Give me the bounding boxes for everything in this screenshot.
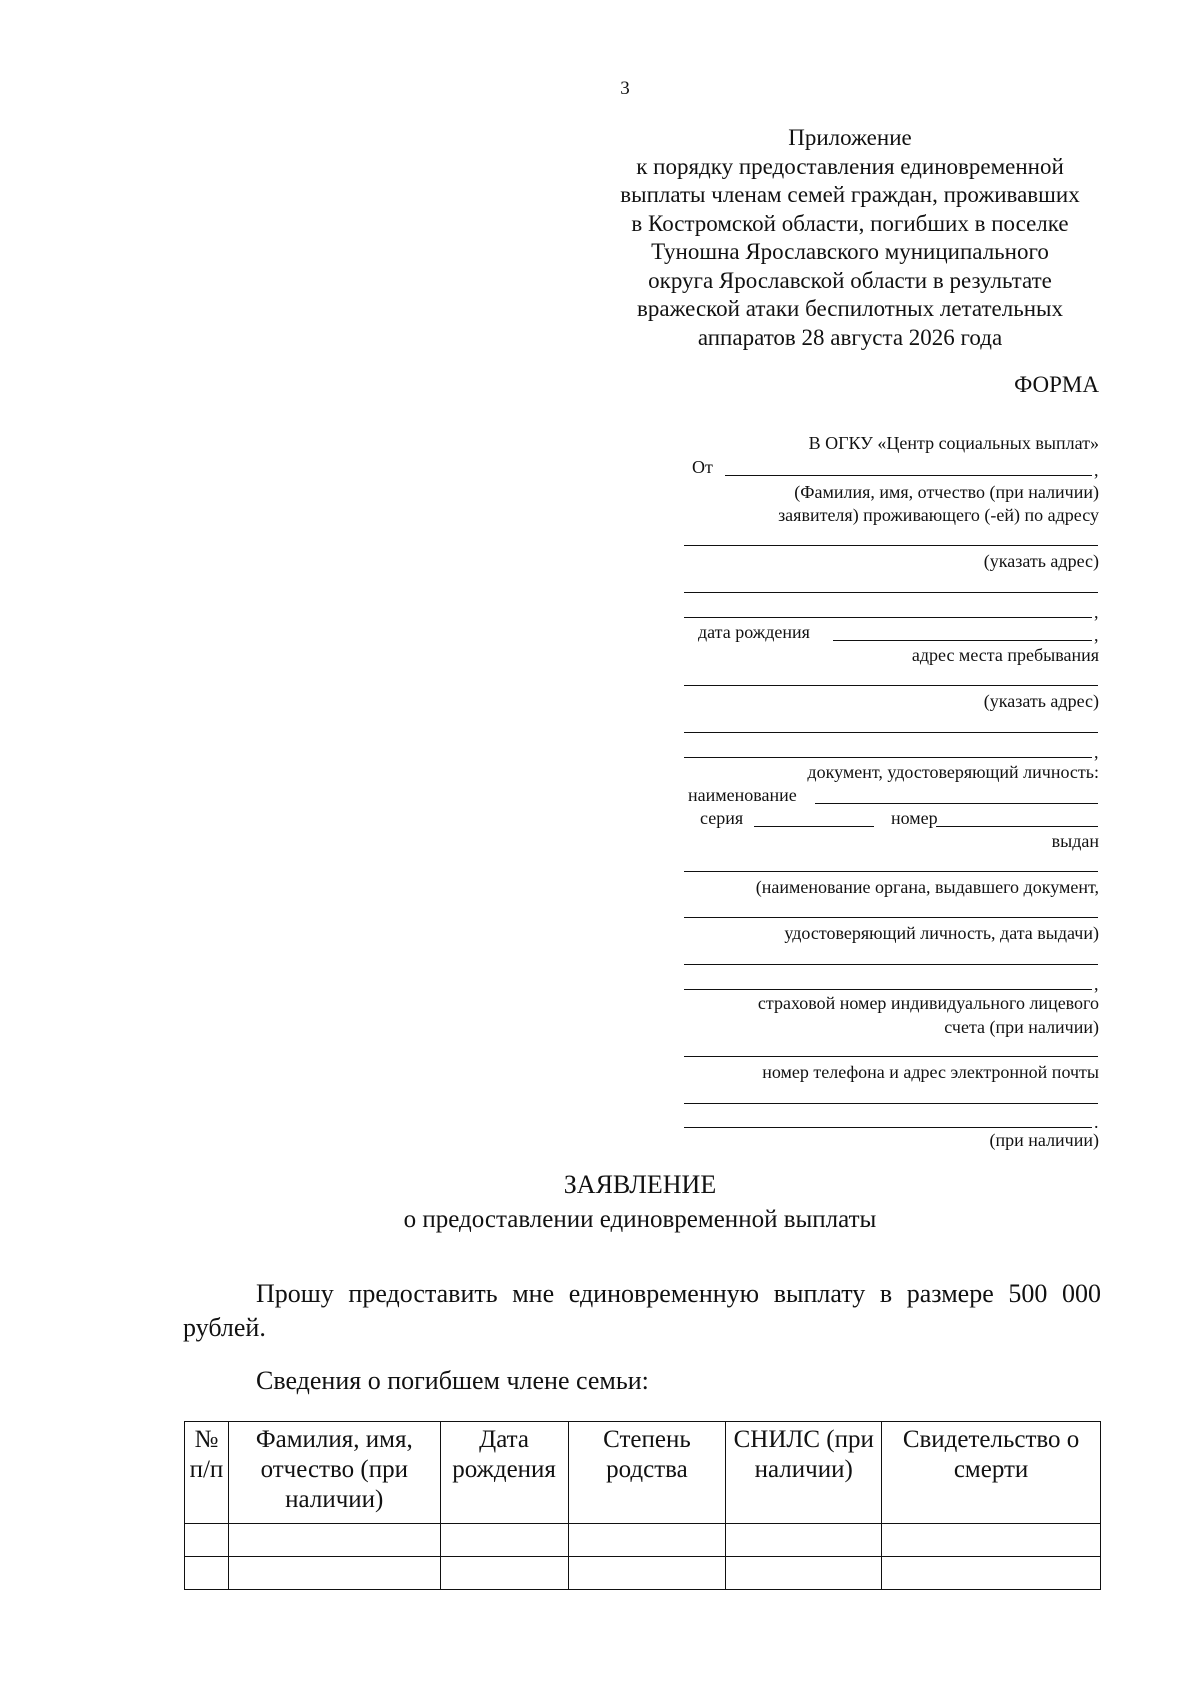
request-paragraph: Прошу предоставить мне единовременную выплату в размере 500 000 рублей. [183, 1279, 1101, 1342]
table-cell[interactable] [440, 1557, 568, 1590]
contacts-hint: (при наличии) [989, 1130, 1099, 1150]
number-fill-line[interactable] [936, 826, 1098, 827]
issuer-hint-1: (наименование органа, выдавшего документ, [755, 877, 1099, 897]
stay-address-fill-line[interactable] [684, 757, 1092, 758]
column-header-birth-date: Дата рождения [440, 1422, 568, 1524]
from-label: От [692, 457, 713, 477]
addressee: В ОГКУ «Центр социальных выплат» [808, 433, 1099, 453]
appendix-line: в Костромской области, погибших в поселке [631, 210, 1069, 236]
doc-name-fill-line[interactable] [815, 803, 1098, 804]
form-label: ФОРМА [1014, 372, 1099, 397]
table-cell[interactable] [882, 1557, 1101, 1590]
from-fill-line[interactable] [725, 475, 1092, 476]
column-header-full-name: Фамилия, имя, отчество (при наличии) [228, 1422, 440, 1524]
table-cell[interactable] [185, 1524, 229, 1557]
appendix-line: вражеской атаки беспилотных летательных [637, 296, 1063, 321]
table-cell[interactable] [726, 1557, 882, 1590]
snils-label-line-2: счета (при наличии) [944, 1017, 1099, 1037]
column-header-number: № п/п [185, 1422, 229, 1524]
deceased-info-table [184, 1421, 1101, 1590]
appendix-line: выплаты членам семей граждан, проживавших [620, 182, 1080, 207]
issuer-hint-2: удостоверяющий личность, дата выдачи) [784, 923, 1099, 943]
address-fill-line[interactable] [684, 545, 1098, 546]
appendix-block [600, 124, 1100, 352]
period-mark: . [1094, 1112, 1099, 1132]
appendix-line: аппаратов 28 августа 2026 года [697, 324, 1003, 350]
table-header-row [185, 1422, 1101, 1524]
address-fill-line[interactable] [684, 617, 1092, 618]
appendix-line: округа Ярославской области в результате [648, 267, 1052, 293]
table-cell[interactable] [440, 1524, 568, 1557]
table-cell[interactable] [228, 1557, 440, 1590]
birth-date-fill-line[interactable] [833, 640, 1092, 641]
id-document-label: документ, удостоверяющий личность: [807, 762, 1099, 782]
issuer-fill-line[interactable] [684, 871, 1098, 872]
application-title: ЗАЯВЛЕНИЕ [563, 1170, 717, 1199]
contacts-fill-line[interactable] [684, 1103, 1098, 1104]
stay-address-fill-line[interactable] [684, 732, 1098, 733]
from-hint: (Фамилия, имя, отчество (при наличии) [794, 482, 1099, 502]
table-row [185, 1524, 1101, 1557]
column-header-relationship: Степень родства [568, 1422, 726, 1524]
comma-mark: , [1094, 460, 1099, 480]
address-hint-1: (указать адрес) [983, 551, 1099, 571]
snils-fill-line[interactable] [684, 1056, 1098, 1057]
appendix-line: к порядку предоставления единовременной [636, 153, 1064, 179]
address-hint-2: (указать адрес) [983, 691, 1099, 711]
contacts-label: номер телефона и адрес электронной почты [762, 1062, 1099, 1082]
table-cell[interactable] [726, 1524, 882, 1557]
table-cell[interactable] [882, 1524, 1101, 1557]
doc-name-label: наименование [688, 785, 797, 805]
issuer-fill-line[interactable] [684, 964, 1098, 965]
column-header-snils: СНИЛС (при наличии) [726, 1422, 882, 1524]
appendix-line: Туношна Ярославского муниципального [651, 239, 1049, 264]
address-fill-line[interactable] [684, 592, 1098, 593]
page-number: 3 [620, 78, 630, 99]
column-header-death-certificate: Свидетельство о смерти [882, 1422, 1101, 1524]
stay-address-fill-line[interactable] [684, 685, 1098, 686]
series-label: серия [700, 808, 744, 828]
application-subtitle: о предоставлении единовременной выплаты [403, 1206, 877, 1233]
series-fill-line[interactable] [754, 826, 874, 827]
appendix-line: Приложение [788, 125, 912, 150]
comma-mark: , [1094, 742, 1099, 762]
issuer-fill-line[interactable] [684, 917, 1098, 918]
table-cell[interactable] [185, 1557, 229, 1590]
table-cell[interactable] [568, 1524, 726, 1557]
comma-mark: , [1094, 625, 1099, 645]
table-cell[interactable] [568, 1557, 726, 1590]
number-label: номер [891, 808, 938, 828]
birth-date-label: дата рождения [698, 622, 810, 642]
stay-address-label: адрес места пребывания [911, 645, 1099, 665]
comma-mark: , [1094, 602, 1099, 622]
deceased-section-label: Сведения о погибшем члене семьи: [256, 1366, 649, 1395]
table-cell[interactable] [228, 1524, 440, 1557]
contacts-fill-line[interactable] [684, 1127, 1092, 1128]
comma-mark: , [1094, 974, 1099, 994]
table-row [185, 1557, 1101, 1590]
residence-label: заявителя) проживающего (-ей) по адресу [778, 505, 1099, 525]
issued-label: выдан [1051, 831, 1099, 851]
snils-label-line-1: страховой номер индивидуального лицевого [757, 993, 1099, 1013]
issuer-fill-line[interactable] [684, 989, 1092, 990]
